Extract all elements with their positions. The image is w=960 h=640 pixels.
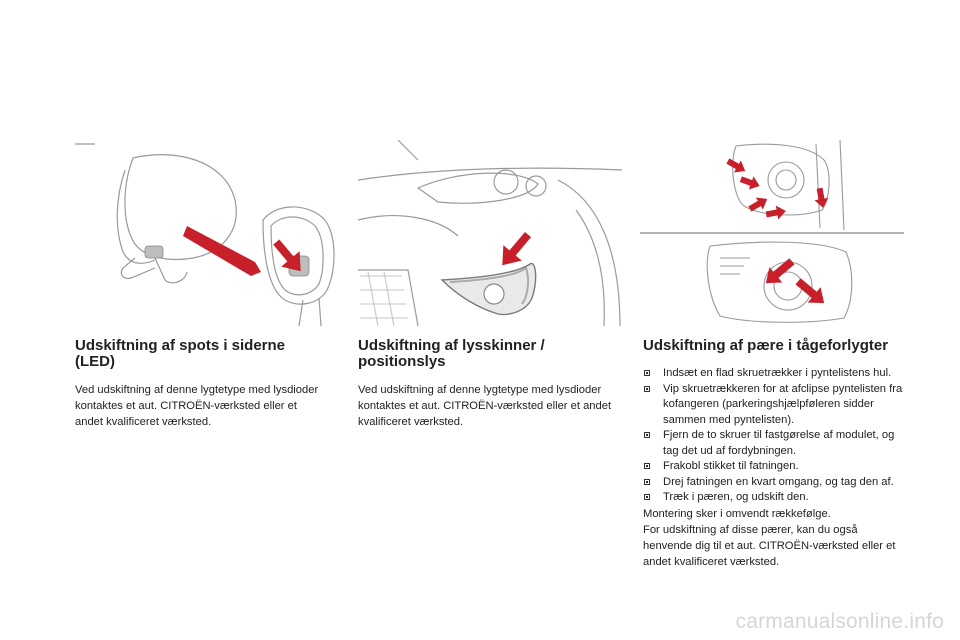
section-body: Ved udskiftning af denne lygtetype med lysdioder kontaktes et aut. CITROËN-værksted eller et andet kvalificeret værksted. — [358, 384, 612, 428]
list-item: Frakobl stikket til fatningen. — [643, 459, 905, 475]
checkbox-icon — [644, 432, 650, 438]
list-item: Indsæt en flad skruetrækker i pyntelistens hul. — [643, 366, 905, 382]
section-title: Udskiftning af lysskinner / positionslys — [358, 337, 545, 370]
step-list — [643, 366, 905, 506]
bumper-light-strip-illustration — [358, 140, 622, 326]
checkbox-icon — [644, 479, 650, 485]
closing-note: For udskiftning af disse pærer, kan du også henvende dig til et aut. CITROËN-værksted eller et andet kvalificeret værksted. — [643, 523, 896, 568]
section-title: Udskiftning af spots i siderne (LED) — [75, 337, 286, 370]
checkbox-icon — [644, 370, 650, 376]
section-light-strips — [358, 338, 620, 430]
watermark: carmanualsonline.info — [735, 610, 944, 633]
fog-lamp-illustration — [640, 140, 904, 330]
list-item: Fjern de to skruer til fastgørelse af modulet, og tag det ud af fordybningen. — [643, 428, 905, 459]
section-fog-lamps — [643, 338, 905, 570]
section-side-spots — [75, 338, 325, 430]
closing-note: Montering sker i omvendt rækkefølge. — [643, 507, 831, 520]
mirror-led-illustration — [75, 140, 337, 326]
checkbox-icon — [644, 494, 650, 500]
checkbox-icon — [644, 463, 650, 469]
list-item: Drej fatningen en kvart omgang, og tag den af. — [643, 475, 905, 491]
section-title: Udskiftning af pære i tågeforlygter — [643, 337, 889, 354]
list-item: Træk i pæren, og udskift den. — [643, 490, 905, 506]
checkbox-icon — [644, 386, 650, 392]
section-body: Ved udskiftning af denne lygtetype med lysdioder kontaktes et aut. CITROËN-værksted eller et andet kvalificeret værksted. — [75, 384, 319, 428]
list-item: Vip skruetrækkeren for at afclipse pyntelisten fra kofangeren (parkeringshjælpføleren sidder sammen med pyntelisten). — [643, 382, 905, 429]
